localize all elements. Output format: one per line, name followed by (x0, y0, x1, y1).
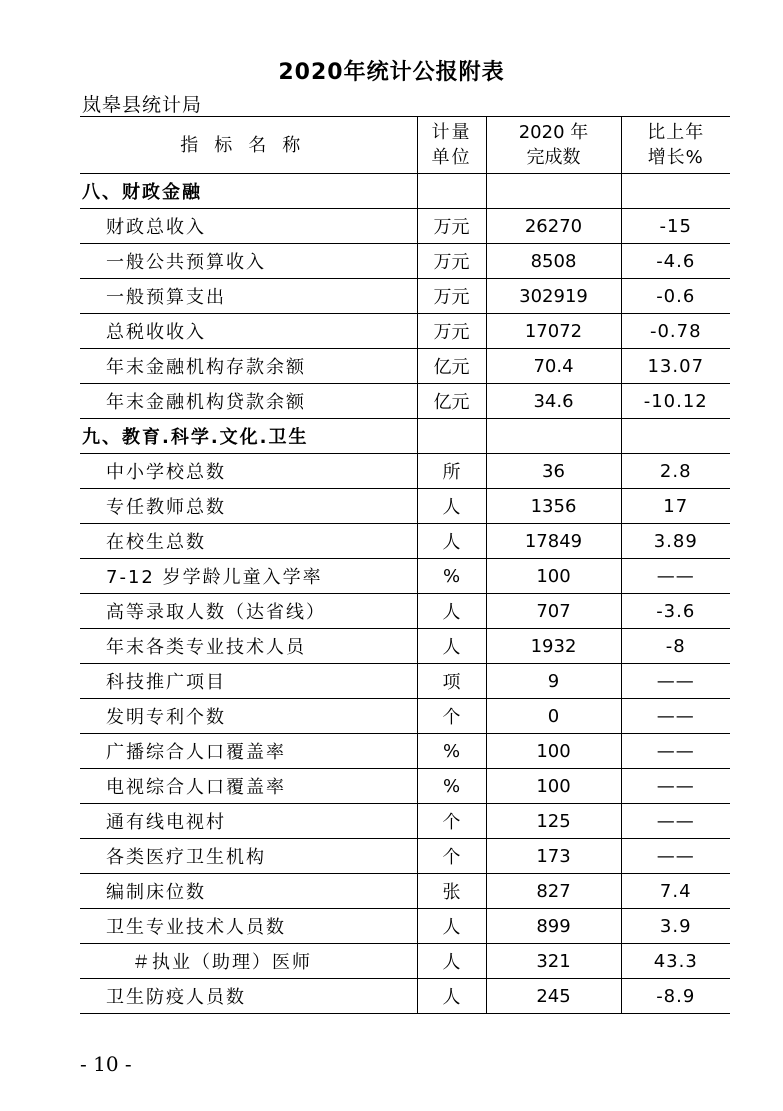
cell-indicator-name: 通有线电视村 (80, 804, 417, 839)
table-row (80, 839, 730, 874)
cell-indicator-name: 7-12 岁学龄儿童入学率 (80, 559, 417, 594)
header-unit-line1: 计量 (431, 122, 472, 143)
cell-unit: 个 (417, 839, 486, 874)
cell-change-pct: 17 (621, 489, 730, 524)
cell-unit: 人 (417, 594, 486, 629)
cell-value-2020: 321 (486, 944, 621, 979)
header-unit-line2: 单位 (431, 147, 472, 168)
header-value-line1: 2020 年 (518, 122, 589, 143)
table-row (80, 769, 730, 804)
cell-indicator-name: 一般公共预算收入 (80, 244, 417, 279)
cell-value-2020: 17849 (486, 524, 621, 559)
cell-change-pct: —— (621, 769, 730, 804)
header-unit (417, 117, 486, 174)
cell-change-pct: 43.3 (621, 944, 730, 979)
cell-value-2020: 1932 (486, 629, 621, 664)
cell-indicator-name: 一般预算支出 (80, 279, 417, 314)
cell-change-pct: -4.6 (621, 244, 730, 279)
cell-indicator-name: 科技推广项目 (80, 664, 417, 699)
table-row (80, 699, 730, 734)
cell-value-2020: 34.6 (486, 384, 621, 419)
table-row (80, 629, 730, 664)
table-row (80, 384, 730, 419)
cell-value-2020: 100 (486, 769, 621, 804)
cell-value-2020: 100 (486, 734, 621, 769)
cell-unit: 万元 (417, 279, 486, 314)
cell-value-2020: 100 (486, 559, 621, 594)
cell-unit: 人 (417, 489, 486, 524)
cell-indicator-name: 专任教师总数 (80, 489, 417, 524)
cell-unit: 万元 (417, 244, 486, 279)
cell-indicator-name: 发明专利个数 (80, 699, 417, 734)
cell-change-pct: 7.4 (621, 874, 730, 909)
cell-change-pct (621, 174, 730, 209)
cell-change-pct: 13.07 (621, 349, 730, 384)
table-row (80, 909, 730, 944)
table-row (80, 524, 730, 559)
table-row (80, 734, 730, 769)
table-row (80, 349, 730, 384)
cell-indicator-name: 八、财政金融 (80, 174, 417, 209)
cell-change-pct: —— (621, 699, 730, 734)
table-row (80, 594, 730, 629)
table-row (80, 874, 730, 909)
cell-value-2020: 70.4 (486, 349, 621, 384)
header-change-line1: 比上年 (647, 122, 705, 143)
cell-indicator-name: 财政总收入 (80, 209, 417, 244)
cell-change-pct: -3.6 (621, 594, 730, 629)
cell-unit: % (417, 769, 486, 804)
table-row (80, 664, 730, 699)
cell-change-pct (621, 419, 730, 454)
cell-unit: 人 (417, 979, 486, 1014)
cell-change-pct: -0.6 (621, 279, 730, 314)
cell-value-2020 (486, 419, 621, 454)
cell-value-2020: 125 (486, 804, 621, 839)
cell-unit: 所 (417, 454, 486, 489)
cell-change-pct: -8.9 (621, 979, 730, 1014)
cell-indicator-name: 高等录取人数（达省线） (80, 594, 417, 629)
cell-value-2020: 245 (486, 979, 621, 1014)
table-row (80, 944, 730, 979)
cell-unit: 个 (417, 804, 486, 839)
cell-indicator-name: 年末金融机构贷款余额 (80, 384, 417, 419)
page-number: - 10 - (80, 1052, 132, 1076)
table-row (80, 314, 730, 349)
header-change-line2: 增长% (647, 147, 704, 168)
cell-change-pct: -10.12 (621, 384, 730, 419)
cell-value-2020: 707 (486, 594, 621, 629)
cell-indicator-name: 各类医疗卫生机构 (80, 839, 417, 874)
cell-change-pct: —— (621, 839, 730, 874)
cell-indicator-name: 总税收收入 (80, 314, 417, 349)
header-indicator-name: 指标名称 (80, 117, 417, 174)
cell-unit: 项 (417, 664, 486, 699)
cell-unit: % (417, 734, 486, 769)
cell-value-2020: 173 (486, 839, 621, 874)
header-value (486, 117, 621, 174)
cell-unit: 万元 (417, 209, 486, 244)
cell-value-2020: 1356 (486, 489, 621, 524)
cell-change-pct: —— (621, 664, 730, 699)
cell-unit: 人 (417, 524, 486, 559)
cell-value-2020: 8508 (486, 244, 621, 279)
cell-change-pct: —— (621, 559, 730, 594)
cell-change-pct: -0.78 (621, 314, 730, 349)
cell-change-pct: 3.89 (621, 524, 730, 559)
cell-unit (417, 174, 486, 209)
cell-indicator-name: 在校生总数 (80, 524, 417, 559)
cell-value-2020: 17072 (486, 314, 621, 349)
header-change (621, 117, 730, 174)
cell-value-2020: 899 (486, 909, 621, 944)
cell-unit: 张 (417, 874, 486, 909)
cell-indicator-name: 卫生防疫人员数 (80, 979, 417, 1014)
section-header-row (80, 174, 730, 209)
cell-indicator-name: 广播综合人口覆盖率 (80, 734, 417, 769)
cell-indicator-name: 中小学校总数 (80, 454, 417, 489)
cell-unit: 人 (417, 944, 486, 979)
cell-indicator-name: 电视综合人口覆盖率 (80, 769, 417, 804)
document-title: 2020年统计公报附表 (278, 60, 505, 85)
table-header-row (80, 117, 730, 174)
cell-value-2020: 0 (486, 699, 621, 734)
cell-indicator-name: ＃执业（助理）医师 (80, 944, 417, 979)
cell-change-pct: -8 (621, 629, 730, 664)
cell-value-2020: 9 (486, 664, 621, 699)
cell-value-2020: 302919 (486, 279, 621, 314)
table-row (80, 804, 730, 839)
cell-unit: 人 (417, 629, 486, 664)
cell-change-pct: —— (621, 804, 730, 839)
cell-change-pct: 3.9 (621, 909, 730, 944)
cell-unit (417, 419, 486, 454)
section-header-row (80, 419, 730, 454)
statistics-table (80, 116, 730, 1014)
table-row (80, 979, 730, 1014)
cell-unit: 个 (417, 699, 486, 734)
cell-value-2020 (486, 174, 621, 209)
cell-value-2020: 26270 (486, 209, 621, 244)
table-body (80, 174, 730, 1014)
table-row (80, 244, 730, 279)
cell-indicator-name: 年末各类专业技术人员 (80, 629, 417, 664)
header-value-line2: 完成数 (526, 147, 581, 168)
table-row (80, 454, 730, 489)
table-row (80, 489, 730, 524)
cell-indicator-name: 编制床位数 (80, 874, 417, 909)
cell-unit: 亿元 (417, 384, 486, 419)
cell-change-pct: —— (621, 734, 730, 769)
cell-change-pct: -15 (621, 209, 730, 244)
table-row (80, 209, 730, 244)
table-row (80, 559, 730, 594)
cell-change-pct: 2.8 (621, 454, 730, 489)
cell-unit: 人 (417, 909, 486, 944)
cell-unit: % (417, 559, 486, 594)
cell-indicator-name: 卫生专业技术人员数 (80, 909, 417, 944)
organization-label: 岚皋县统计局 (82, 94, 203, 116)
cell-indicator-name: 年末金融机构存款余额 (80, 349, 417, 384)
cell-unit: 万元 (417, 314, 486, 349)
cell-value-2020: 36 (486, 454, 621, 489)
cell-value-2020: 827 (486, 874, 621, 909)
cell-indicator-name: 九、教育.科学.文化.卫生 (80, 419, 417, 454)
cell-unit: 亿元 (417, 349, 486, 384)
table-row (80, 279, 730, 314)
